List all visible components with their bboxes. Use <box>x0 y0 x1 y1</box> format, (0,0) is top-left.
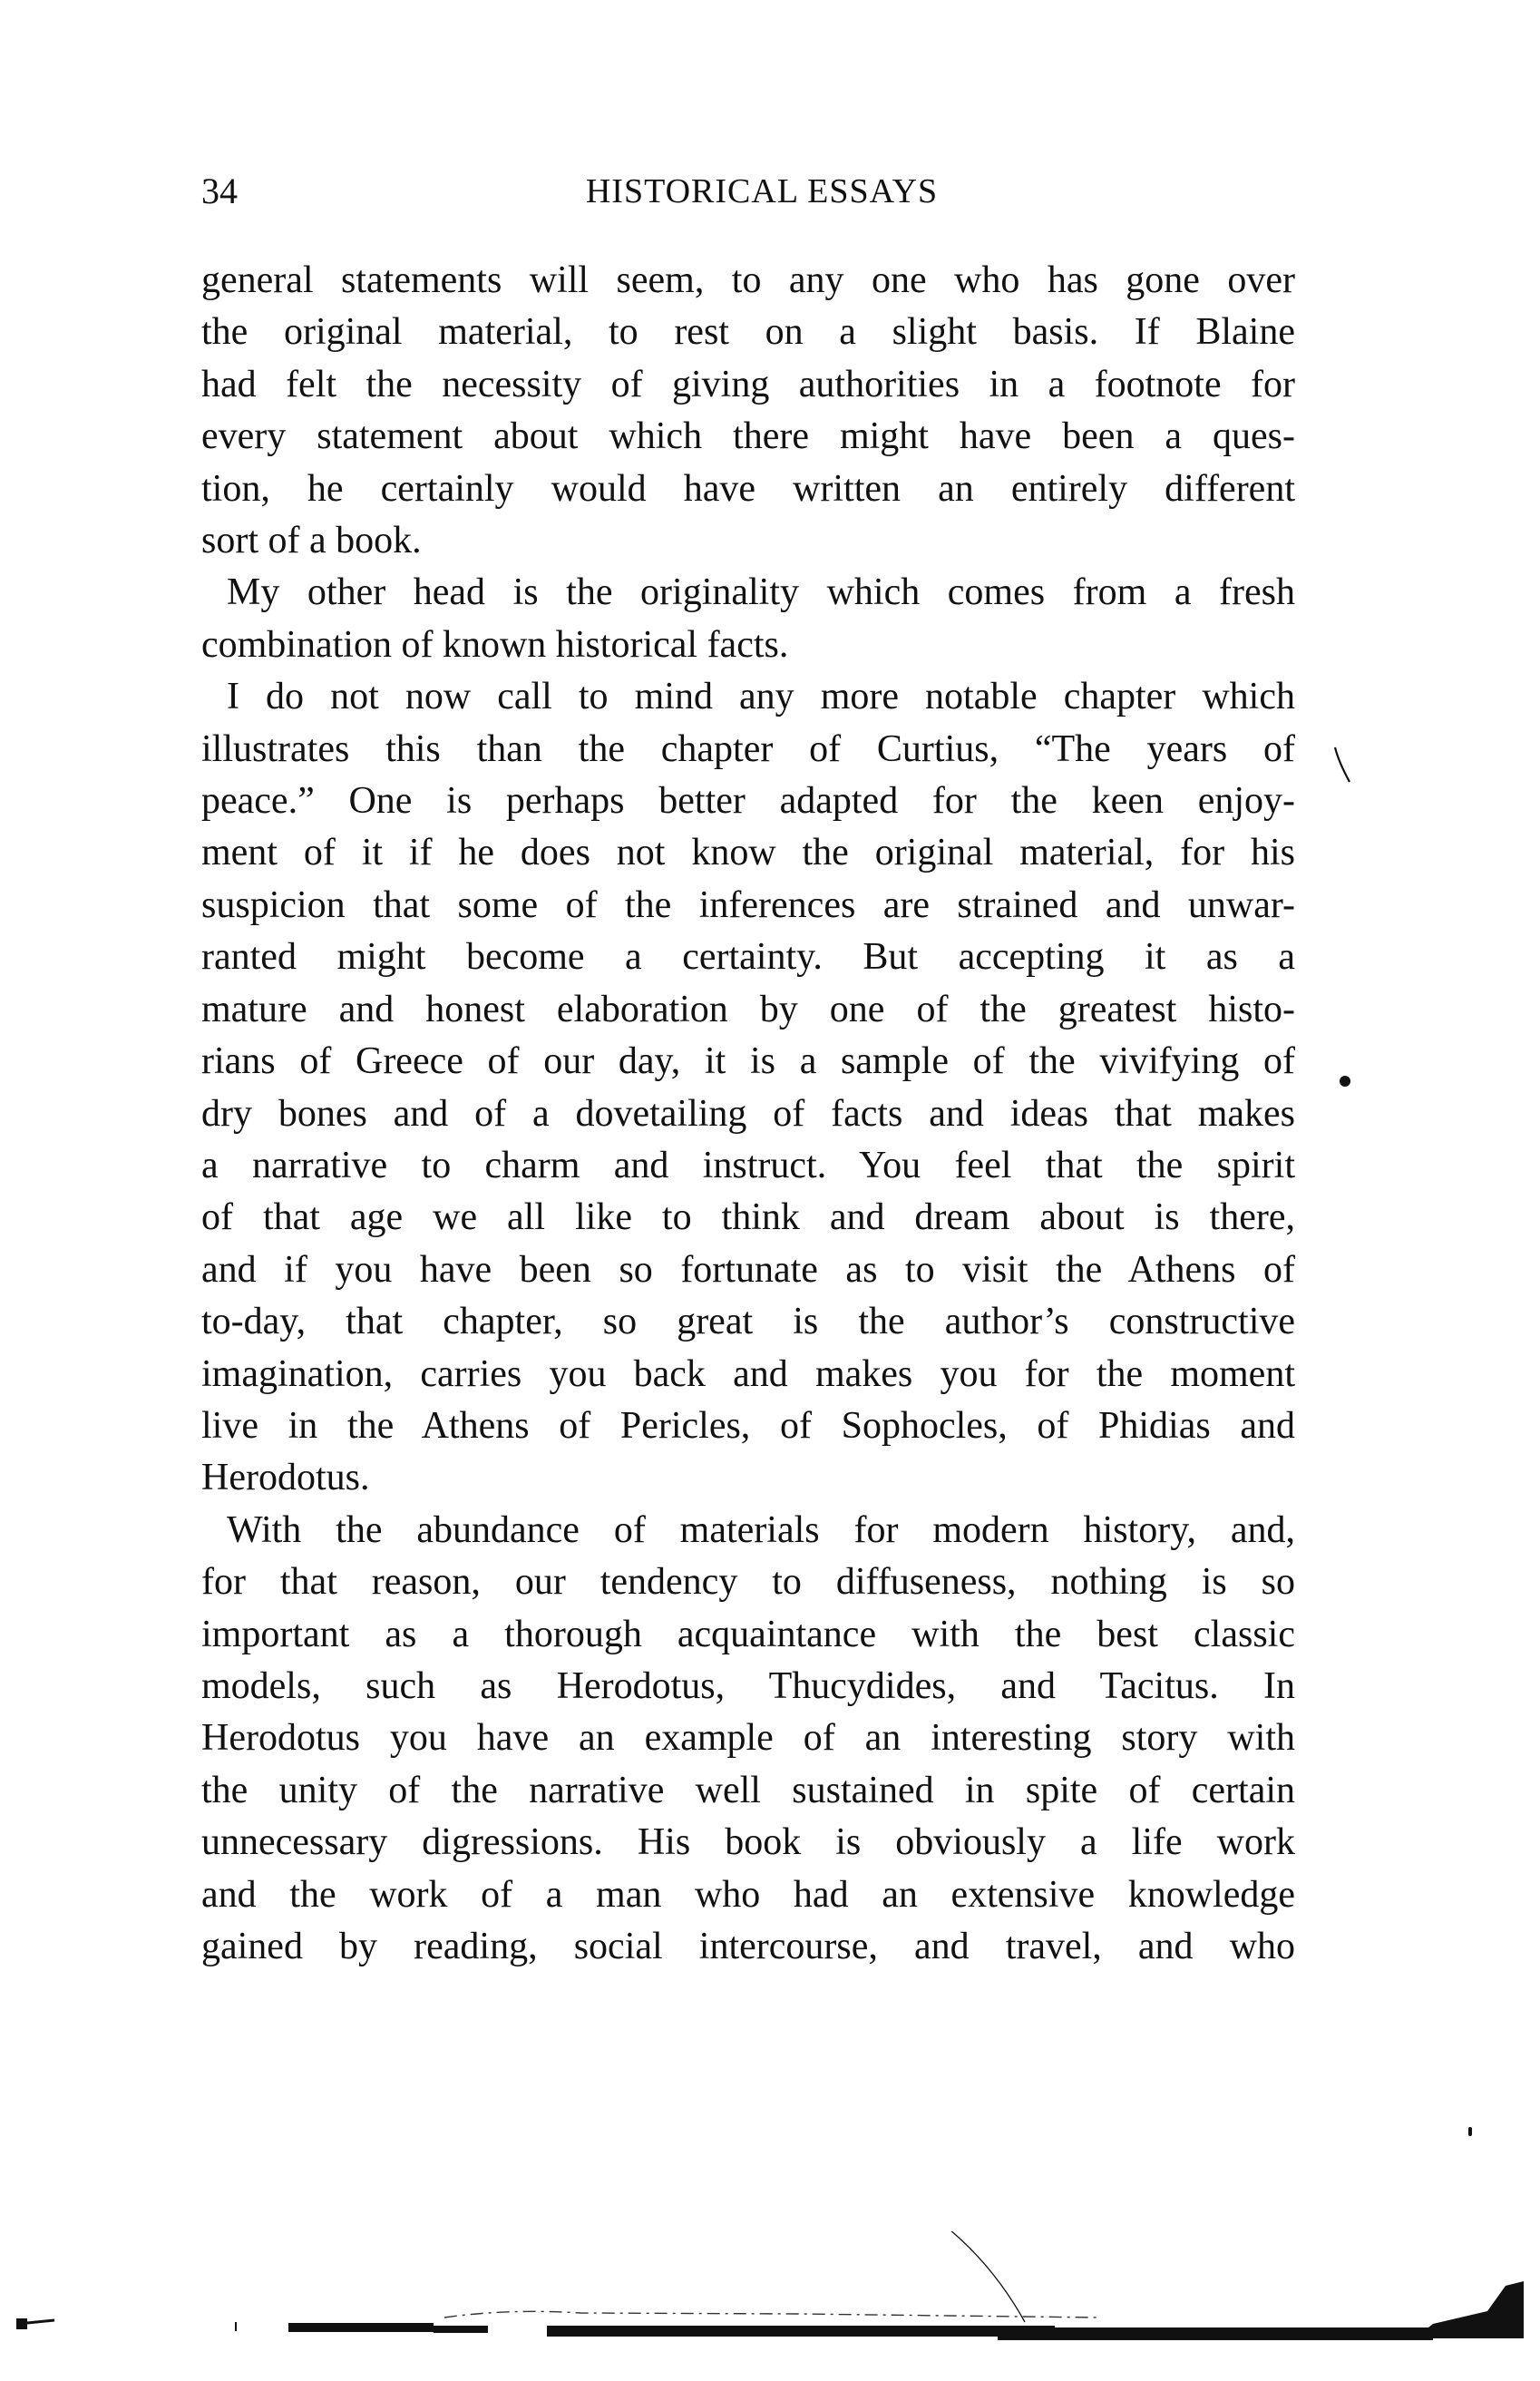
text-line: for that reason, our tendency to diffuseness, nothing is so <box>201 1561 1295 1604</box>
text-line: ment of it if he does not know the original material, for his <box>201 832 1295 874</box>
text-line: I do not now call to mind any more notable chapter which <box>227 676 1295 718</box>
text-line: every statement about which there might have been a ques- <box>201 415 1295 458</box>
text-line: peace.” One is perhaps better adapted for the keen enjoy- <box>201 780 1295 823</box>
text-line: of that age we all like to think and dream about is there, <box>201 1196 1295 1239</box>
text-line: to-day, that chapter, so great is the author’s constructive <box>201 1301 1295 1343</box>
paragraph-4 <box>201 1505 1295 1974</box>
text-line: Herodotus you have an example of an interesting story with <box>201 1717 1295 1760</box>
text-line: rians of Greece of our day, it is a sample of the vivifying of <box>201 1040 1295 1083</box>
page-header <box>201 169 1295 214</box>
text-line: models, such as Herodotus, Thucydides, and Tacitus. In <box>201 1664 1295 1707</box>
text-line: illustrates this than the chapter of Curtius, “The years of <box>201 727 1295 770</box>
text-line: and the work of a man who had an extensive knowledge <box>201 1873 1295 1916</box>
margin-slash-mark <box>1333 746 1351 784</box>
text-line: unnecessary digressions. His book is obviously a life work <box>201 1821 1295 1864</box>
text-line: tion, he certainly would have written an entirely different <box>201 467 1295 510</box>
scan-bottom-edge <box>0 2231 1540 2381</box>
text-line: mature and honest elaboration by one of the greatest histo- <box>201 988 1295 1030</box>
body-text <box>201 255 1295 1973</box>
margin-dot-mark <box>1340 1076 1350 1087</box>
page-number: 34 <box>201 171 238 211</box>
text-line: live in the Athens of Pericles, of Sophocles, of Phidias and <box>201 1404 1295 1447</box>
text-line: and if you have been so fortunate as to visit the Athens of <box>201 1248 1295 1291</box>
paragraph-1 <box>201 255 1295 567</box>
margin-tick-mark <box>1468 2127 1472 2136</box>
running-title: HISTORICAL ESSAYS <box>585 172 939 210</box>
paragraph-2 <box>201 567 1295 671</box>
text-line: the unity of the narrative well sustained in spite of certain <box>201 1769 1295 1811</box>
text-line: general statements will seem, to any one who has gone over <box>201 259 1295 301</box>
paragraph-3 <box>201 671 1295 1505</box>
text-line: important as a thorough acquaintance with the best classic <box>201 1613 1295 1655</box>
text-line: sort of a book. <box>201 520 422 562</box>
text-line: My other head is the originality which comes from a fresh <box>227 571 1295 614</box>
text-line: combination of known historical facts. <box>201 623 789 666</box>
text-line: suspicion that some of the inferences are strained and unwar- <box>201 883 1295 926</box>
text-line: had felt the necessity of giving authorities in a footnote for <box>201 363 1295 405</box>
text-line: gained by reading, social intercourse, and travel, and who <box>201 1926 1295 1967</box>
text-line: a narrative to charm and instruct. You feel that the spirit <box>201 1144 1295 1186</box>
text-line: the original material, to rest on a slight basis. If Blaine <box>201 311 1295 354</box>
text-line: imagination, carries you back and makes you for the moment <box>201 1352 1295 1395</box>
text-line: Herodotus. <box>201 1457 370 1499</box>
text-line: ranted might become a certainty. But accepting it as a <box>201 936 1295 979</box>
text-line: With the abundance of materials for modern history, and, <box>227 1508 1295 1551</box>
text-line: dry bones and of a dovetailing of facts and ideas that makes <box>201 1092 1295 1135</box>
